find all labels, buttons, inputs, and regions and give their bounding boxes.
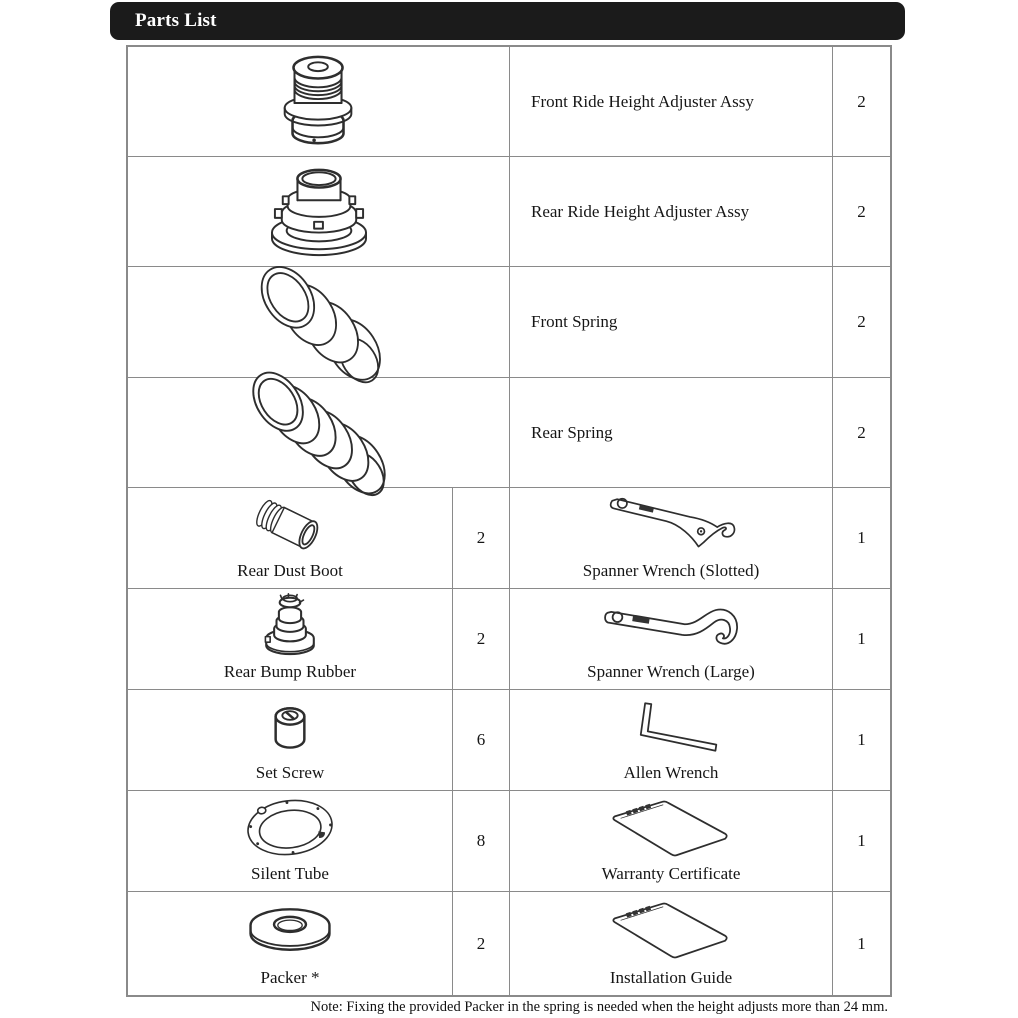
installation-guide-illustration bbox=[606, 899, 736, 961]
packer-note: Note: Fixing the provided Packer in the spring is needed when the height adjusts more than 24 mm. bbox=[310, 999, 888, 1015]
front-spring-image-cell bbox=[128, 267, 510, 378]
parts-list-header bbox=[110, 2, 905, 40]
allen-wrench-illustration bbox=[614, 698, 729, 756]
warranty-certificate-cell bbox=[510, 791, 833, 892]
rear-adjuster-image-cell bbox=[128, 157, 510, 267]
rear-bump-rubber-caption: Rear Bump Rubber bbox=[223, 662, 357, 681]
rear-spring-qty: 2 bbox=[833, 378, 890, 488]
parts-table bbox=[126, 45, 892, 997]
warranty-certificate-qty: 1 bbox=[833, 791, 890, 892]
front-adjuster-qty: 2 bbox=[833, 47, 890, 157]
spanner-large-caption: Spanner Wrench (Large) bbox=[587, 662, 755, 681]
spanner-slotted-caption: Spanner Wrench (Slotted) bbox=[582, 561, 760, 580]
rear-adjuster-label: Rear Ride Height Adjuster Assy bbox=[510, 157, 833, 267]
allen-wrench-caption: Allen Wrench bbox=[623, 763, 719, 782]
front-spring-qty: 2 bbox=[833, 267, 890, 378]
installation-guide-caption: Installation Guide bbox=[609, 968, 733, 987]
spanner-wrench-large-illustration bbox=[594, 595, 749, 657]
front-adjuster-image-cell bbox=[128, 47, 510, 157]
rear-spring-image-cell bbox=[128, 378, 510, 488]
rear-dust-boot-caption: Rear Dust Boot bbox=[237, 561, 343, 580]
packer-illustration bbox=[242, 899, 338, 961]
front-spring-label: Front Spring bbox=[510, 267, 833, 378]
rear-bump-rubber-qty: 2 bbox=[453, 589, 510, 690]
front-ride-height-adjuster-illustration bbox=[269, 52, 369, 152]
set-screw-qty: 6 bbox=[453, 690, 510, 791]
installation-guide-cell bbox=[510, 892, 833, 995]
page-title: Parts List bbox=[135, 10, 217, 31]
rear-dust-boot-qty: 2 bbox=[453, 488, 510, 589]
spanner-large-qty: 1 bbox=[833, 589, 890, 690]
silent-tube-qty: 8 bbox=[453, 791, 510, 892]
allen-wrench-cell bbox=[510, 690, 833, 791]
warranty-certificate-caption: Warranty Certificate bbox=[601, 864, 741, 883]
silent-tube-illustration bbox=[232, 791, 348, 864]
allen-wrench-qty: 1 bbox=[833, 690, 890, 791]
rear-spring-illustration bbox=[243, 368, 395, 498]
rear-bump-rubber-illustration bbox=[242, 589, 338, 662]
rear-bump-rubber-cell bbox=[128, 589, 453, 690]
rear-dust-boot-cell bbox=[128, 488, 453, 589]
silent-tube-cell bbox=[128, 791, 453, 892]
set-screw-cell bbox=[128, 690, 453, 791]
rear-spring-label: Rear Spring bbox=[510, 378, 833, 488]
rear-adjuster-qty: 2 bbox=[833, 157, 890, 267]
packer-cell bbox=[128, 892, 453, 995]
packer-qty: 2 bbox=[453, 892, 510, 995]
set-screw-caption: Set Screw bbox=[255, 763, 325, 782]
front-adjuster-label: Front Ride Height Adjuster Assy bbox=[510, 47, 833, 157]
warranty-certificate-illustration bbox=[606, 797, 736, 859]
silent-tube-caption: Silent Tube bbox=[251, 864, 329, 883]
spanner-slotted-qty: 1 bbox=[833, 488, 890, 589]
spanner-slotted-cell bbox=[510, 488, 833, 589]
rear-ride-height-adjuster-illustration bbox=[258, 164, 380, 260]
rear-dust-boot-illustration bbox=[229, 490, 351, 560]
spanner-wrench-slotted-illustration bbox=[596, 489, 746, 561]
spanner-large-cell bbox=[510, 589, 833, 690]
set-screw-illustration bbox=[268, 699, 312, 755]
packer-caption: Packer * bbox=[260, 968, 320, 987]
installation-guide-qty: 1 bbox=[857, 933, 866, 953]
